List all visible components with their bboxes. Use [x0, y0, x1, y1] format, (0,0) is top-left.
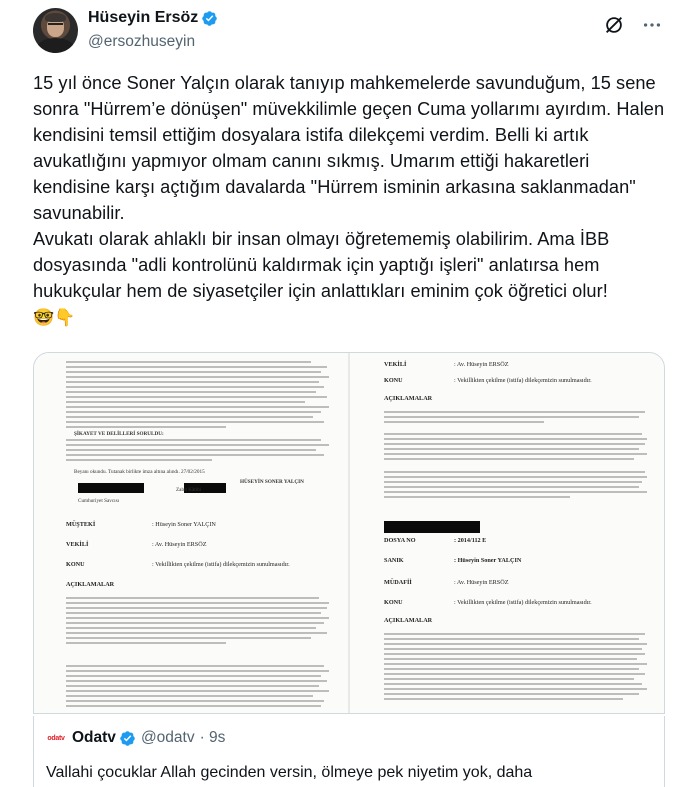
sanik-value: : Hüseyin Soner YALÇIN: [454, 557, 522, 564]
scanned-text-block-4: [66, 665, 332, 710]
document-date-line: Beyanı okundu. Tutanak birlikte imza altına alındı. 27/02/2015: [74, 469, 205, 475]
konu-label: KONU: [66, 561, 85, 568]
verified-badge-icon: [119, 730, 136, 747]
konu-label-right: KONU: [384, 377, 403, 384]
quoted-author-handle[interactable]: @odatv: [140, 729, 195, 746]
scanned-text-block-right-2: [384, 433, 650, 463]
tweet-text: [33, 70, 669, 331]
odatv-logo[interactable]: [46, 728, 66, 748]
tweet-emojis: 🤓👇: [33, 308, 76, 327]
quoted-tweet-time[interactable]: · 9s: [199, 729, 226, 746]
section-title: ŞİKAYET VE DELİLLERİ SORULDU:: [74, 431, 164, 437]
musteki-label: MÜŞTEKİ: [66, 521, 96, 528]
quoted-tweet-header: [46, 728, 225, 748]
mudafi-value: : Av. Hüseyin ERSÖZ: [454, 579, 509, 586]
mudafi-label: MÜDAFİİ: [384, 579, 412, 586]
dosya-label: DOSYA NO: [384, 537, 416, 544]
konu2-label: KONU: [384, 599, 403, 606]
quoted-tweet[interactable]: [33, 716, 665, 787]
odatv-logo-text: odatv: [47, 734, 65, 742]
vekili-value: : Av. Hüseyin ERSÖZ: [152, 541, 207, 548]
aciklamalar2-label: AÇIKLAMALAR: [384, 617, 433, 624]
signature-prosecutor: Cumhuriyet Savcısı: [78, 498, 120, 504]
document-page-right: [350, 353, 665, 714]
konu-value-right: : Vekillikten çekilme (istifa) dilekçemizin sunulmasıdır.: [454, 377, 592, 384]
scanned-text-block-right-4: [384, 633, 650, 703]
author-avatar[interactable]: [33, 8, 78, 53]
vekili-value-right: : Av. Hüseyin ERSÖZ: [454, 361, 509, 368]
author-name[interactable]: Hüseyin Ersöz: [88, 9, 199, 26]
redaction-box: [384, 521, 480, 533]
dosya-value: : 2014/112 E: [454, 537, 487, 544]
tweet-body: 15 yıl önce Soner Yalçın olarak tanıyıp mahkemelerde savunduğum, 15 sene sonra "Hürrem’e dönüşen" müvekkilimle geçen Cuma yollarımı ayırdım. Halen kendisini temsil ettiğim dosyalara istifa dilekçemi verdim. Belli ki artık avukatlığını yapmıyor olmam canını sıkmış. Umarım ettiği hakaretleri kendisine karşı açtığım davalarda "Hürrem isminin arkasına saklanmadan" savunabilir. Avukatı olarak ahlaklı bir insan olmayı öğretememiş olabilirim. Ama İBB dosyasında "adli kontrolünü kaldırmak için yaptığı işleri" anlatırsa hem hukukçular hem de siyasetçiler için anlattıkları eminim çok öğretici olur!: [33, 73, 665, 301]
scanned-text-block-right-3: [384, 471, 650, 501]
konu-value: : Vekillikten çekilme (istifa) dilekçemizin sunulmasıdır.: [152, 561, 290, 568]
scanned-text-block: [66, 361, 332, 431]
vekili-label-right: VEKİLİ: [384, 361, 407, 368]
scanned-text-block-3: [66, 597, 332, 647]
redaction-box: [78, 483, 144, 493]
document-page-left: [34, 353, 348, 714]
scanned-text-block-right: [384, 411, 650, 426]
signature-complainant: HÜSEYİN SONER YALÇIN: [240, 479, 304, 485]
aciklamalar-label-right: AÇIKLAMALAR: [384, 395, 433, 402]
konu2-value: : Vekillikten çekilme (istifa) dilekçemizin sunulmasıdır.: [454, 599, 592, 606]
tweet-header: [33, 8, 663, 56]
author-name-line: [88, 9, 218, 27]
musteki-value: : Hüseyin Soner YALÇIN: [152, 521, 216, 528]
tweet-media-image[interactable]: [33, 352, 665, 714]
quoted-author-name[interactable]: Odatv: [72, 729, 116, 746]
sanik-label: SANIK: [384, 557, 404, 564]
aciklamalar-label: AÇIKLAMALAR: [66, 581, 115, 588]
quoted-tweet-text: Vallahi çocuklar Allah gecinden versin, ölmeye pek niyetim yok, daha: [46, 764, 533, 781]
more-options-icon[interactable]: [641, 14, 663, 36]
vekili-label: VEKİLİ: [66, 541, 89, 548]
author-handle[interactable]: @ersozhuseyin: [88, 33, 196, 50]
verified-badge-icon: [201, 10, 218, 27]
scanned-text-block-2: [66, 439, 332, 464]
grok-icon[interactable]: [603, 14, 625, 36]
signature-clerk: Zabıt Kâtibi: [176, 487, 202, 493]
